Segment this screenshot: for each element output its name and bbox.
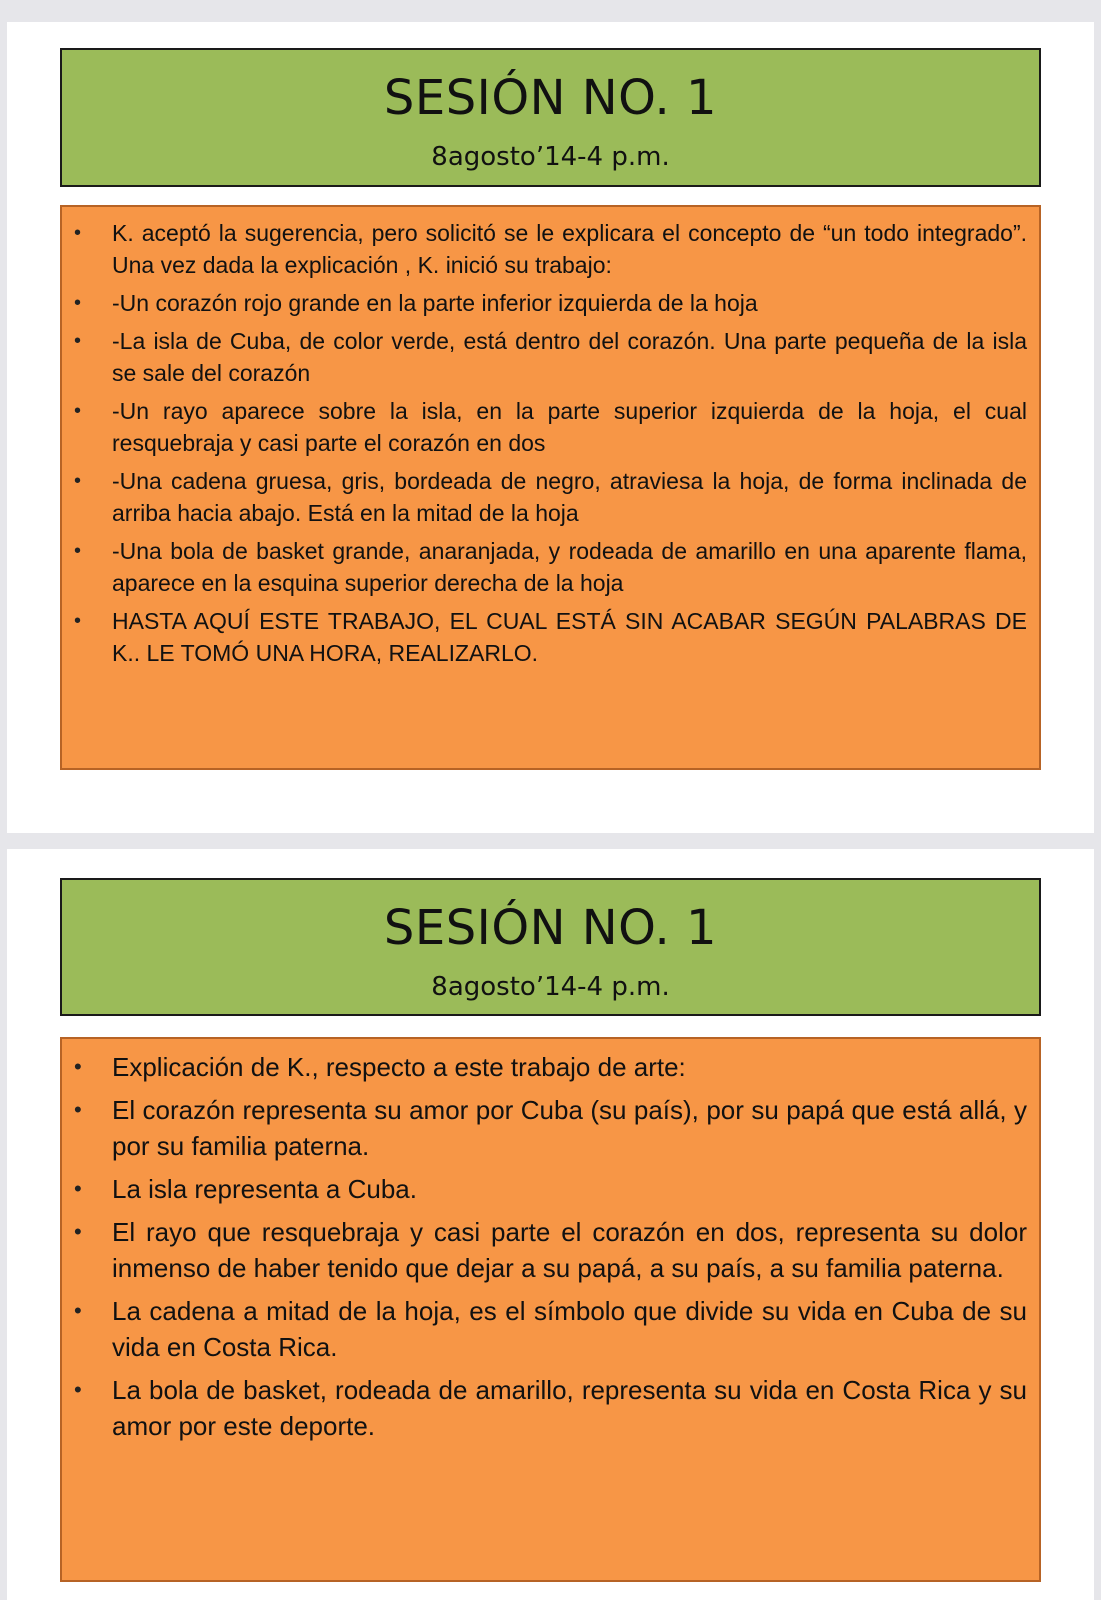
bullet-item: • K. aceptó la sugerencia, pero solicitó se le explicara el concepto de “un todo integrado”. Una vez dada la explicación , K. inició su trabajo: xyxy=(62,217,1027,281)
slide-title-box xyxy=(60,48,1041,187)
slide-content-box xyxy=(60,205,1041,770)
bullet-item: • -La isla de Cuba, de color verde, está dentro del corazón. Una parte pequeña de la isla se sale del corazón xyxy=(62,325,1027,389)
bullet-item: • -Un corazón rojo grande en la parte inferior izquierda de la hoja xyxy=(62,287,1027,319)
slide-content-box xyxy=(60,1037,1041,1582)
bullet-list xyxy=(62,1049,1027,1444)
slide-date: 8agosto’14-4 p.m. xyxy=(431,972,670,1002)
slide-date: 8agosto’14-4 p.m. xyxy=(431,142,670,172)
slide-2 xyxy=(7,849,1094,1600)
bullet-list xyxy=(62,217,1027,669)
bullet-item: • El corazón representa su amor por Cuba (su país), por su papá que está allá, y por su familia paterna. xyxy=(62,1092,1027,1164)
bullet-item: • -Una bola de basket grande, anaranjada, y rodeada de amarillo en una aparente flama, aparece en la esquina superior derecha de la hoja xyxy=(62,535,1027,599)
bullet-item: • -Una cadena gruesa, gris, bordeada de negro, atraviesa la hoja, de forma inclinada de arriba hacia abajo. Está en la mitad de la hoja xyxy=(62,465,1027,529)
bullet-item: • HASTA AQUÍ ESTE TRABAJO, EL CUAL ESTÁ SIN ACABAR SEGÚN PALABRAS DE K.. LE TOMÓ UNA HORA, REALIZARLO. xyxy=(62,605,1027,669)
slide-1 xyxy=(7,22,1094,833)
slide-title: SESIÓN NO. 1 xyxy=(383,70,718,126)
bullet-item: • La isla representa a Cuba. xyxy=(62,1171,1027,1207)
slide-title: SESIÓN NO. 1 xyxy=(383,900,718,956)
bullet-item: • La cadena a mitad de la hoja, es el símbolo que divide su vida en Cuba de su vida en Costa Rica. xyxy=(62,1293,1027,1365)
bullet-item: • El rayo que resquebraja y casi parte el corazón en dos, representa su dolor inmenso de haber tenido que dejar a su papá, a su país, a su familia paterna. xyxy=(62,1214,1027,1286)
slide-title-box xyxy=(60,878,1041,1016)
bullet-item: • -Un rayo aparece sobre la isla, en la parte superior izquierda de la hoja, el cual resquebraja y casi parte el corazón en dos xyxy=(62,395,1027,459)
bullet-item: • Explicación de K., respecto a este trabajo de arte: xyxy=(62,1049,1027,1085)
bullet-item: • La bola de basket, rodeada de amarillo, representa su vida en Costa Rica y su amor por este deporte. xyxy=(62,1372,1027,1444)
